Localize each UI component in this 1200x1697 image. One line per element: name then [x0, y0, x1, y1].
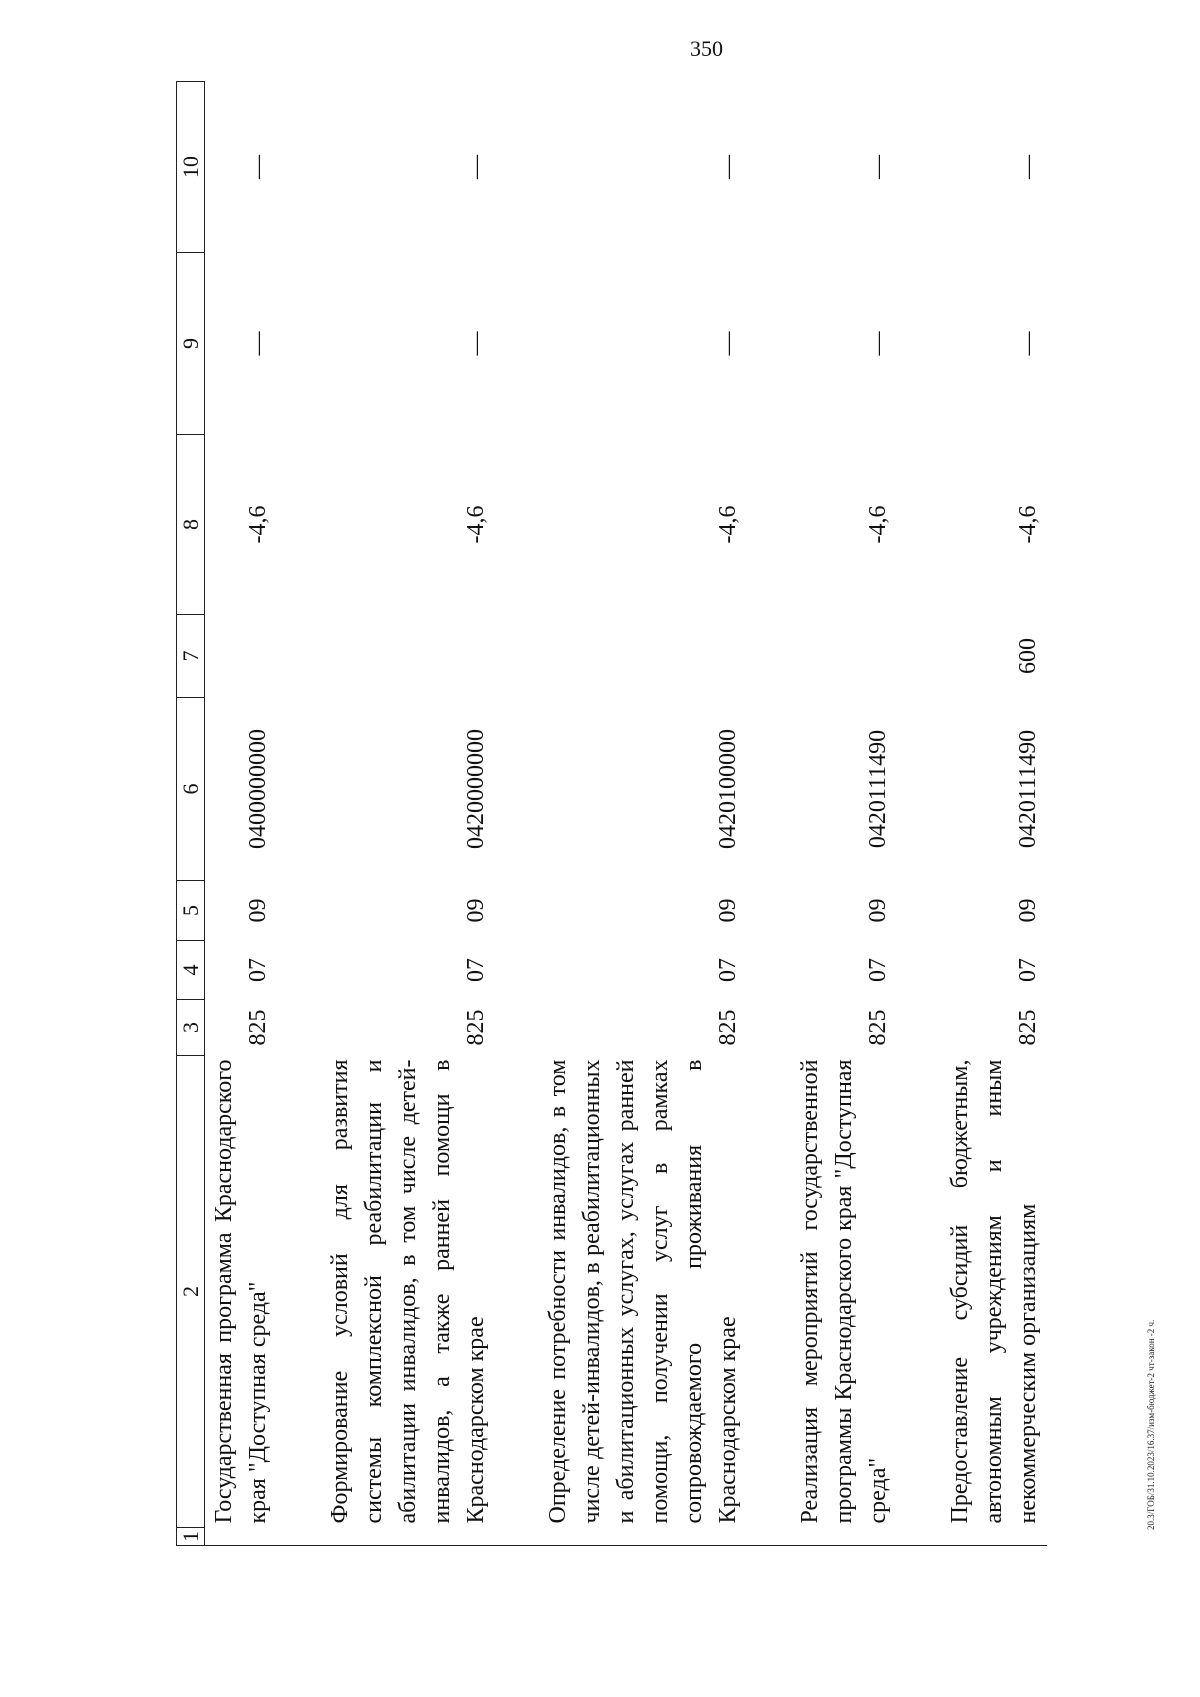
table-header-row — [177, 82, 205, 1546]
cell-expense-type — [791, 615, 897, 698]
column-header: 3 — [177, 1000, 205, 1056]
budget-table — [176, 81, 1047, 1546]
row-number-cell — [791, 1528, 897, 1546]
column-header: 7 — [177, 615, 205, 698]
cell-expense-type — [321, 615, 495, 698]
cell-target-article: 0420111490 — [865, 729, 891, 849]
cell-amount: -4,6 — [865, 505, 891, 544]
row-number-cell — [941, 1528, 1047, 1546]
cell-col10: — — [865, 155, 891, 179]
cell-col10: — — [1015, 155, 1041, 179]
table-row — [791, 82, 897, 1546]
cell-target-article: 0420100000 — [715, 729, 741, 849]
row-number-cell — [205, 1528, 278, 1546]
cell-col9: — — [865, 331, 891, 356]
cell-target-article: 0420111490 — [1015, 729, 1041, 849]
cell-admin-code: 825 — [715, 1009, 741, 1046]
cell-admin-code: 825 — [245, 1009, 271, 1046]
cell-expense-type: 600 — [1015, 638, 1041, 674]
row-number-cell — [539, 1528, 747, 1546]
cell-col9: — — [715, 331, 741, 356]
cell-amount: -4,6 — [1015, 505, 1041, 544]
cell-subsection: 09 — [715, 898, 741, 923]
cell-admin-code: 825 — [865, 1009, 891, 1046]
column-header: 10 — [177, 82, 205, 253]
cell-subsection: 09 — [463, 898, 489, 923]
table-row — [205, 82, 278, 1546]
cell-target-article: 0400000000 — [245, 729, 271, 849]
document-footer-code: 20.3/ГОБ/31.10.2023/16.37/изм-бюджет-2 чт-закон -2 ч. — [1146, 1319, 1156, 1530]
cell-amount: -4,6 — [463, 505, 489, 544]
cell-col9: — — [1015, 331, 1041, 356]
row-name: Предоставление субсидий бюджетным, автономным учреждениям и иным некоммерческим организациям — [947, 1059, 1041, 1524]
cell-section: 07 — [715, 958, 741, 982]
column-header: 1 — [177, 1528, 205, 1546]
row-name: Реализация мероприятий государственной программы Краснодарского края "Доступная среда" — [797, 1059, 891, 1524]
row-gap — [747, 82, 791, 1546]
cell-subsection: 09 — [245, 898, 271, 923]
table-row — [321, 82, 495, 1546]
column-header: 5 — [177, 881, 205, 941]
column-header: 4 — [177, 941, 205, 1000]
rotated-table-container — [176, 82, 1116, 1546]
column-header: 8 — [177, 435, 205, 615]
cell-subsection: 09 — [1015, 898, 1041, 923]
cell-expense-type — [205, 615, 278, 698]
cell-expense-type — [539, 615, 747, 698]
cell-section: 07 — [463, 958, 489, 982]
cell-target-article: 0420000000 — [463, 729, 489, 849]
cell-admin-code: 825 — [1015, 1009, 1041, 1046]
cell-section: 07 — [245, 958, 271, 982]
row-gap — [897, 82, 941, 1546]
cell-col10: — — [463, 155, 489, 179]
row-gap — [277, 82, 321, 1546]
cell-col9: — — [463, 331, 489, 356]
cell-section: 07 — [865, 958, 891, 982]
row-gap — [495, 82, 539, 1546]
cell-amount: -4,6 — [245, 505, 271, 544]
cell-col9: — — [245, 331, 271, 356]
column-header: 2 — [177, 1056, 205, 1528]
page-number: 350 — [690, 36, 723, 61]
column-header: 9 — [177, 253, 205, 435]
table-row — [539, 82, 747, 1546]
cell-col10: — — [245, 155, 271, 179]
cell-admin-code: 825 — [463, 1009, 489, 1046]
row-number-cell — [321, 1528, 495, 1546]
column-header: 6 — [177, 698, 205, 881]
table-row — [941, 82, 1047, 1546]
cell-amount: -4,6 — [715, 505, 741, 544]
cell-section: 07 — [1015, 958, 1041, 982]
cell-col10: — — [715, 155, 741, 179]
row-name: Определение потребности инвалидов, в том числе детей-инвалидов, в реабилитационных и абилитационных услугах, услугах ранней помощи, получении услуг в рамках сопровождаемого проживания в Краснодарском крае — [545, 1059, 741, 1524]
row-name: Формирование условий для развития системы комплексной реабилитации и абилитации инвалидов, в том числе детей-инвалидов, а также ранней помощи в Краснодарском крае — [327, 1059, 489, 1524]
cell-subsection: 09 — [865, 898, 891, 923]
row-name: Государственная программа Краснодарского края "Доступная среда" — [211, 1059, 271, 1524]
